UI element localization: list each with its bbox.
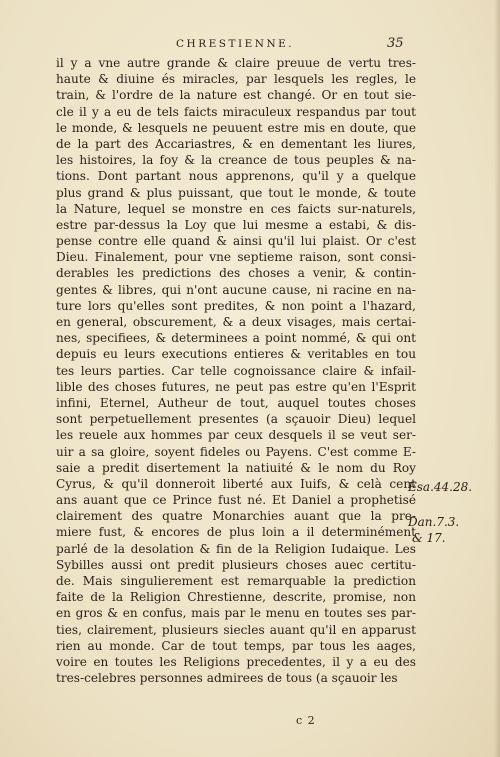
page-number: 35	[387, 36, 404, 51]
text-line: ans auant que ce Prince fust né. Et Daniel a prophetisé	[56, 493, 416, 508]
text-line: le monde, & lesquels ne peuuent estre mis en doute, que	[56, 120, 416, 135]
text-line: pense contre elle quand & ainsi qu'il lui plaist. Or c'est	[56, 234, 416, 249]
text-line: Sybilles aussi ont predit plusieurs choses auec certitu-	[56, 557, 416, 572]
text-line: de. Mais singulierement est remarquable la prediction	[56, 574, 416, 588]
text-line: uir a sa gloire, soyent fideles ou Payens. C'est comme E-	[56, 444, 416, 459]
text-line: faite de la Religion Chrestienne, descrite, promise, non	[56, 590, 416, 605]
running-title: CHRESTIENNE.	[176, 38, 295, 50]
text-line: les histoires, la foy & la creance de tous peuples & na-	[56, 153, 416, 168]
text-line: sont perpetuellement presentes (a sçauoir Dieu) lequel	[56, 412, 416, 427]
text-line: plus grand & plus puissant, que tout le monde, & toute	[56, 185, 416, 200]
text-line: rien au monde. Car de tout temps, par tous les aages,	[56, 638, 416, 653]
text-line: derables les predictions des choses a venir, & contin-	[56, 266, 416, 281]
signature-mark: c 2	[296, 714, 316, 727]
text-line: haute & diuine és miracles, par lesquels les regles, le	[56, 72, 416, 87]
page-header	[0, 38, 500, 56]
text-line: en gros & en confus, mais par le menu en toutes ses par-	[56, 606, 416, 621]
text-line: train, & l'ordre de la nature est changé. Or en tout sie-	[56, 88, 416, 103]
text-line: estre par-dessus la Loy que lui mesme a estabi, & dis-	[56, 217, 416, 232]
text-line: tions. Dont partant nous apprenons, qu'il y a quelque	[56, 169, 416, 184]
text-line: infini, Eternel, Autheur de tout, auquel toutes choses	[56, 395, 416, 410]
text-line: voire en toutes les Religions precedentes, il y a eu des	[56, 654, 416, 669]
text-line: depuis eu leurs executions entieres & veritables en tou	[56, 347, 416, 362]
margin-note-daniel-verse: & 17.	[412, 531, 446, 545]
text-line: gentes & libres, qui n'ont aucune cause, ni racine en na-	[56, 282, 416, 297]
text-line: ture lors qu'elles sont predites, & non point a l'hazard,	[56, 298, 416, 313]
page-edge-shadow	[494, 0, 500, 757]
text-line: cle il y a eu de tels faicts miraculeux respandus par tout	[56, 104, 416, 119]
text-line: ties, clairement, plusieurs siecles auant qu'il en apparust	[56, 622, 416, 637]
margin-note-daniel: Dan.7.3.	[408, 515, 460, 529]
text-line: Cyrus, & qu'il donneroit liberté aux Iuifs, & celà cent	[56, 476, 416, 491]
text-line: de la part des Accariastres, & en dementant les liures,	[56, 136, 416, 151]
text-line: Dieu. Finalement, pour vne septieme raison, sont consi-	[56, 250, 416, 265]
margin-note-esaie: Esa.44.28.	[408, 480, 473, 494]
text-line: en general, obscurement, & a deux visages, mais certai-	[56, 315, 416, 329]
body-text	[56, 55, 416, 686]
text-line: parlé de la desolation & fin de la Religion Iudaique. Les	[56, 541, 416, 556]
text-line: les reuele aux hommes par ceux desquels il se veut ser-	[56, 428, 416, 443]
text-line: nes, specifiees, & determinees a point nommé, & qui ont	[56, 331, 416, 346]
text-line: la Nature, lequel se monstre en ces faicts sur-naturels,	[56, 201, 416, 216]
text-line: saie a predit disertement la natiuité & le nom du Roy	[56, 460, 416, 475]
text-line: tres-celebres personnes admirees de tous (a sçauoir les	[56, 671, 398, 686]
text-line: il y a vne autre grande & claire preuue de vertu tres-	[56, 56, 416, 70]
text-line: miere fust, & encores de plus loin a il determinément	[56, 525, 416, 540]
text-line: clairement des quatre Monarchies auant que la pre-	[56, 509, 416, 524]
text-line: tes leurs parties. Car telle cognoissance claire & infail-	[56, 363, 416, 378]
text-line: lible des choses futures, ne peut pas estre qu'en l'Esprit	[56, 379, 416, 394]
